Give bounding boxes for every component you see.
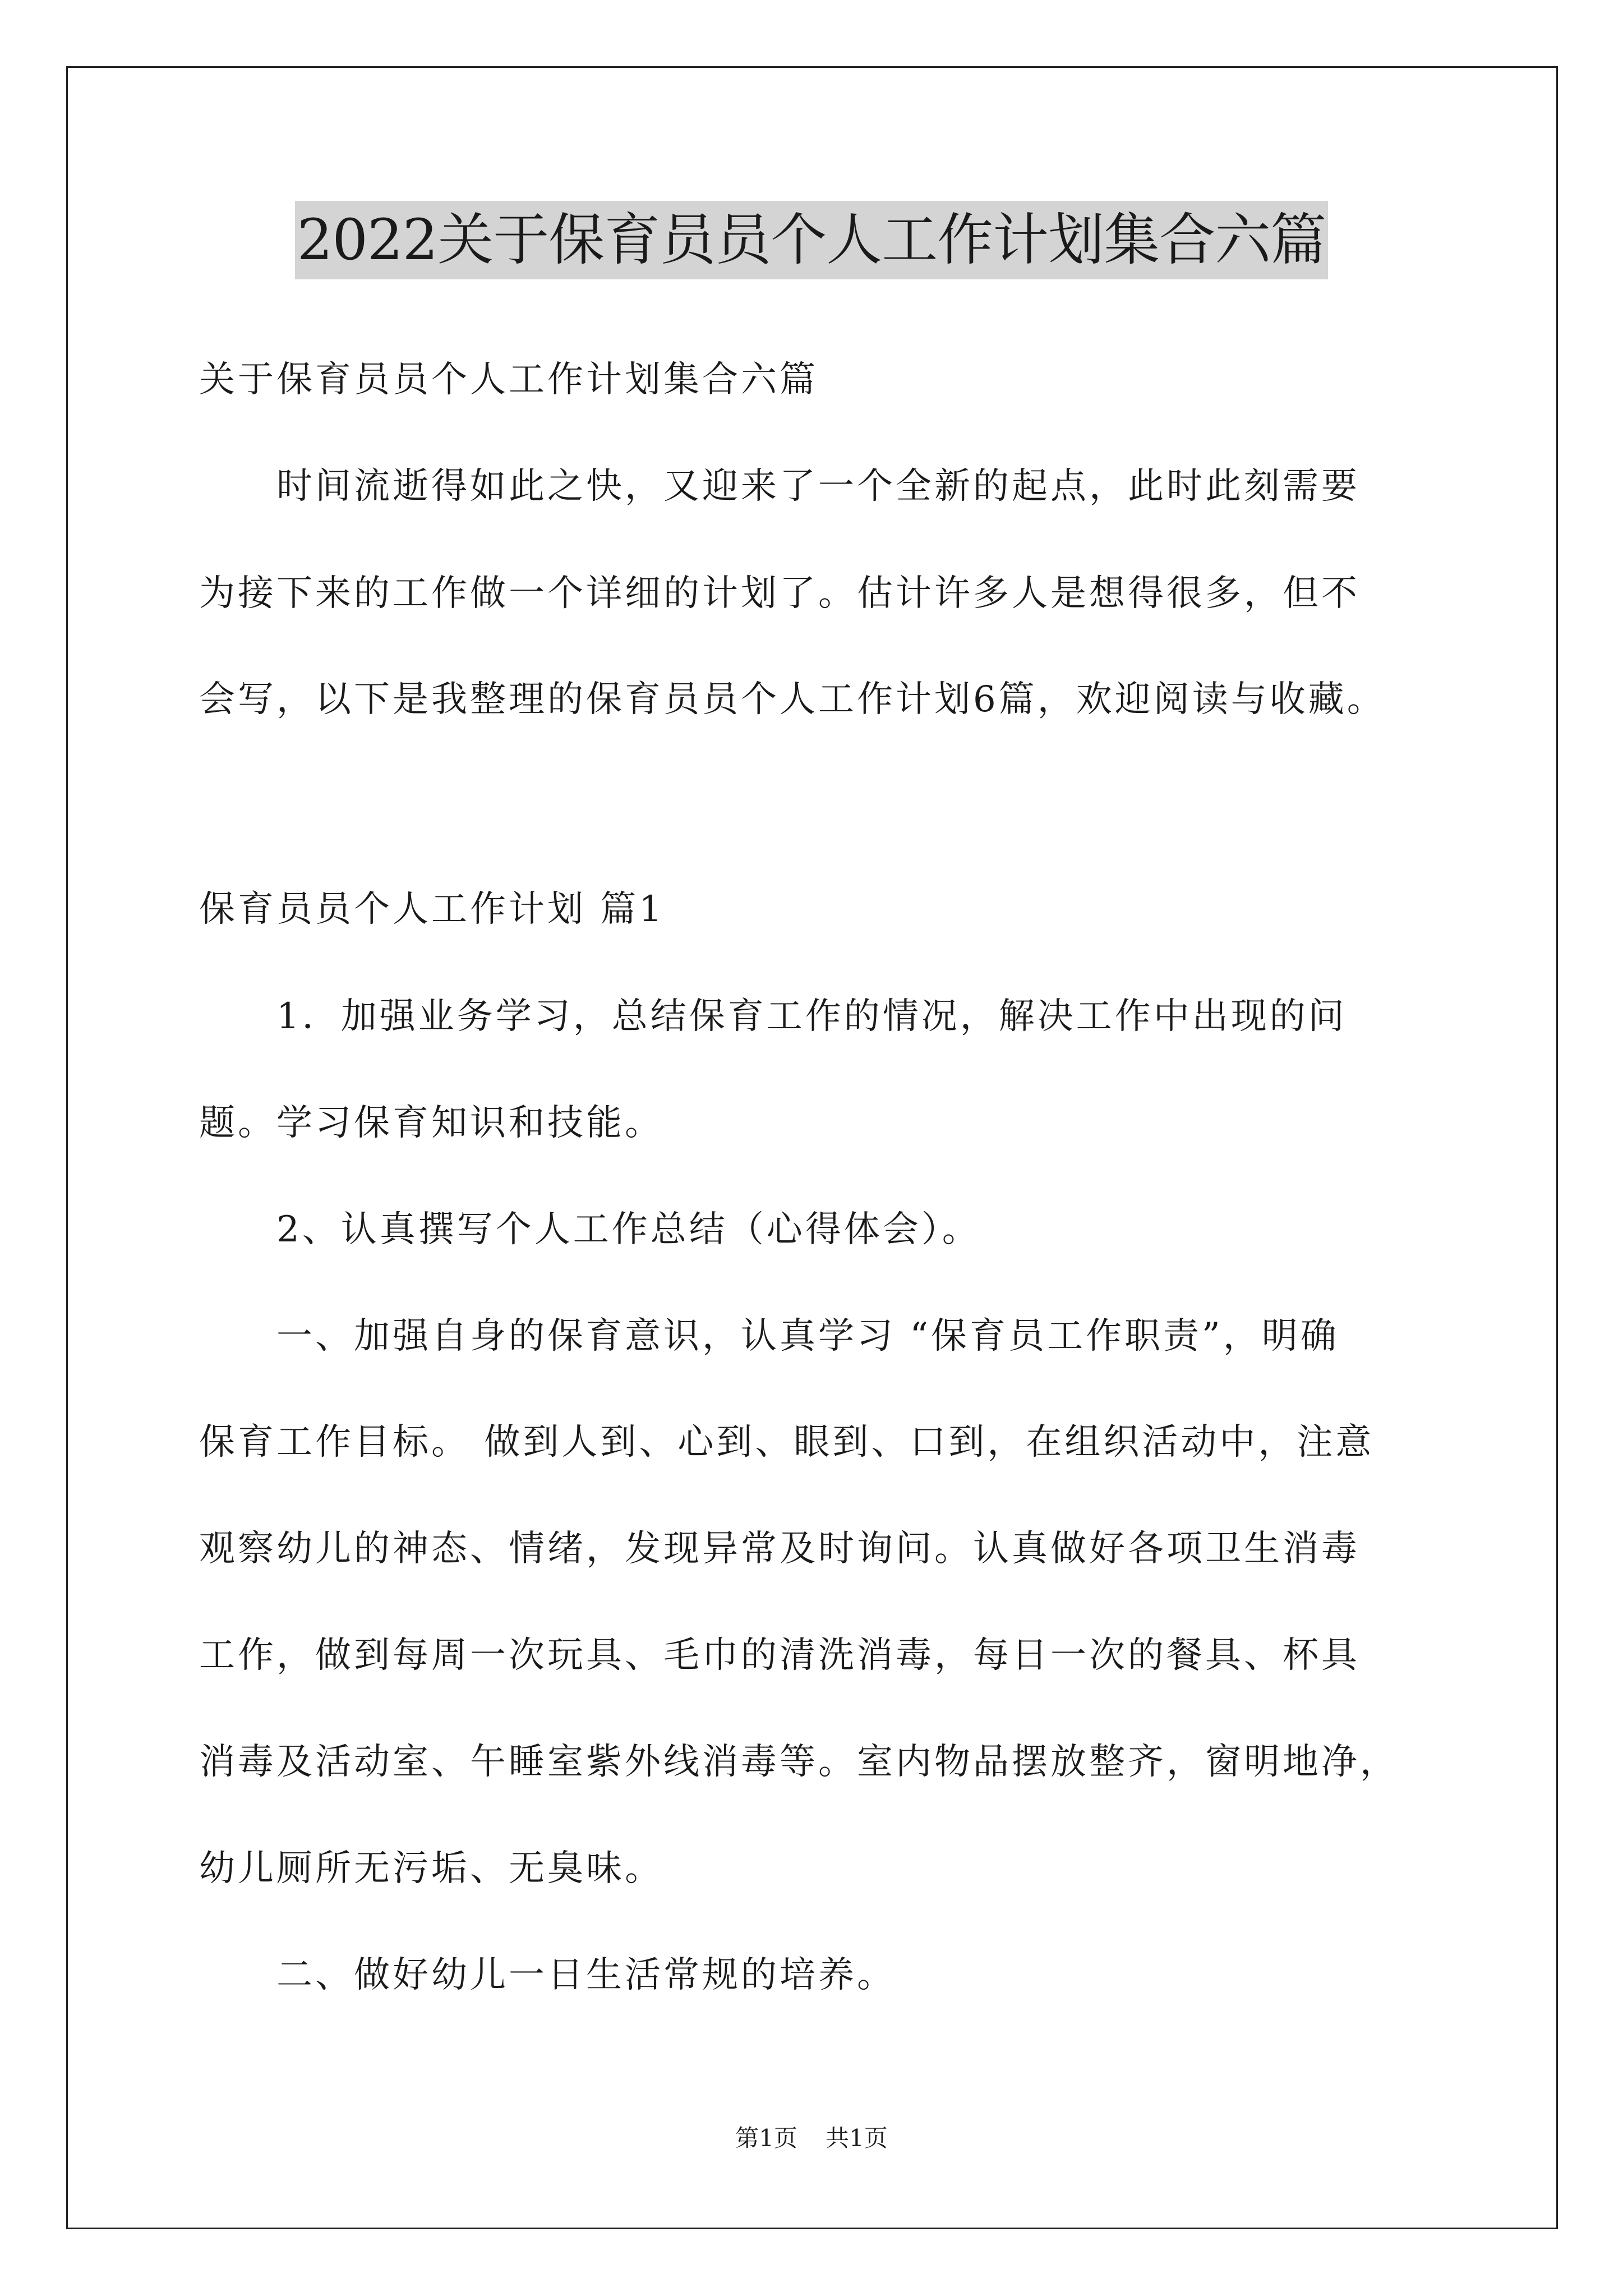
- intro-line-2: 为接下来的工作做一个详细的计划了。估计许多人是想得很多，但不: [199, 573, 1360, 614]
- body-line-1: 1．加强业务学习，总结保育工作的情况，解决工作中出现的问: [276, 996, 1347, 1037]
- document-subtitle: 关于保育员员个人工作计划集合六篇: [199, 359, 818, 401]
- body-line-5: 保育工作目标。 做到人到、心到、眼到、口到，在组织活动中，注意: [199, 1421, 1375, 1463]
- page-number: 第1页: [735, 2124, 797, 2152]
- body-line-3: 2、认真撰写个人工作总结（心得体会）。: [276, 1209, 981, 1250]
- body-line-9: 幼儿厕所无污垢、无臭味。: [199, 1848, 663, 1889]
- section-heading: 保育员员个人工作计划 篇1: [199, 889, 665, 930]
- body-line-10: 二、做好幼儿一日生活常规的培养。: [276, 1954, 896, 1996]
- page-total: 共1页: [826, 2124, 888, 2152]
- intro-line-1: 时间流逝得如此之快，又迎来了一个全新的起点，此时此刻需要: [276, 466, 1360, 507]
- body-line-7: 工作，做到每周一次玩具、毛巾的清洗消毒，每日一次的餐具、杯具: [199, 1635, 1360, 1676]
- intro-line-3: 会写，以下是我整理的保育员员个人工作计划6篇，欢迎阅读与收藏。: [199, 679, 1386, 720]
- body-line-8: 消毒及活动室、午睡室紫外线消毒等。室内物品摆放整齐，窗明地净，: [199, 1741, 1399, 1783]
- body-line-2: 题。学习保育知识和技能。: [199, 1102, 663, 1144]
- body-line-4: 一、加强自身的保育意识，认真学习 “保育员工作职责”，明确: [276, 1315, 1339, 1357]
- document-title: 2022关于保育员员个人工作计划集合六篇: [295, 201, 1329, 279]
- body-line-6: 观察幼儿的神态、情绪，发现异常及时询问。认真做好各项卫生消毒: [199, 1528, 1360, 1570]
- page-footer: [0, 2122, 1623, 2155]
- title-container: [0, 201, 1623, 279]
